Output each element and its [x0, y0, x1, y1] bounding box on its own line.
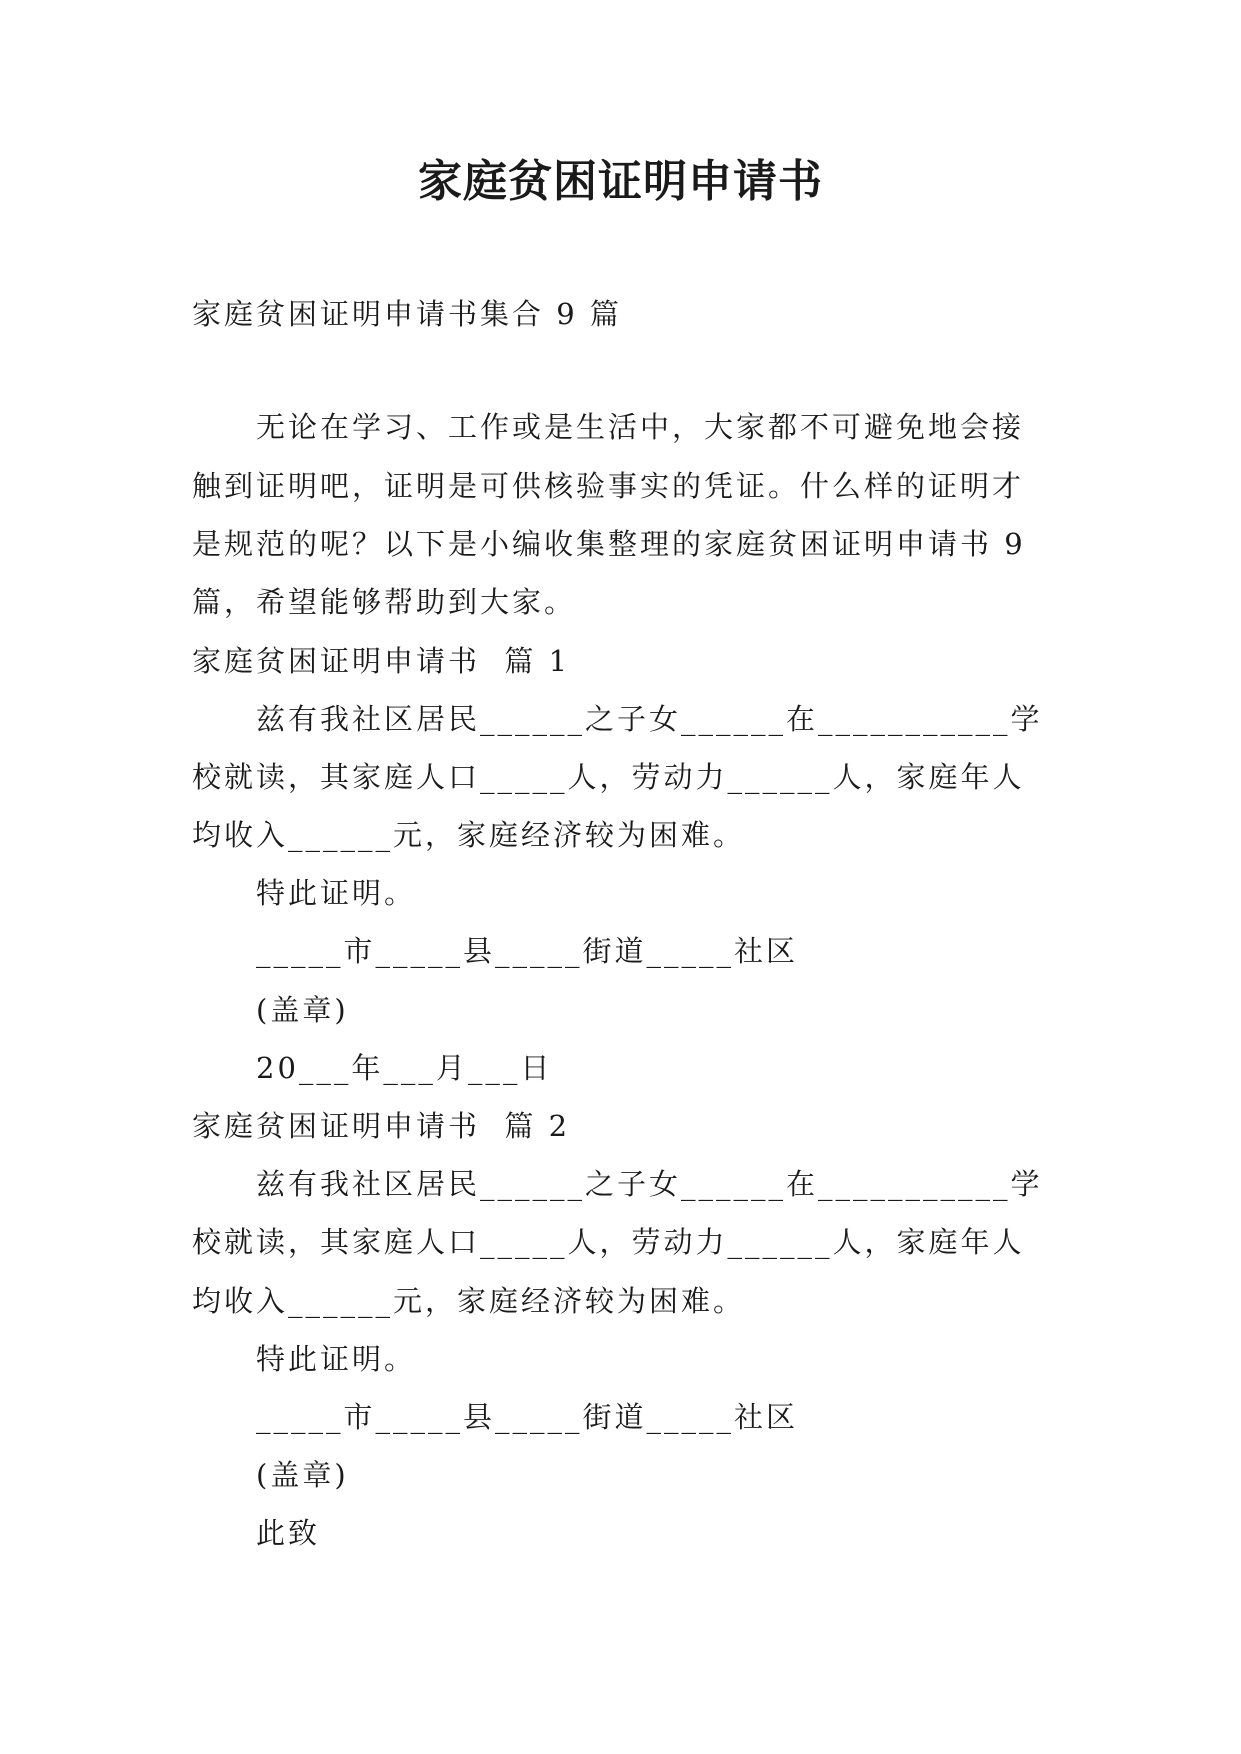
- section-seal: (盖章): [256, 993, 349, 1027]
- section-heading: 家庭贫困证明申请书 篇 1: [192, 644, 571, 678]
- section-address-line: _____市_____县_____街道_____社区: [256, 1400, 799, 1434]
- section-salutation: 此致: [256, 1516, 321, 1550]
- intro-line: 是规范的呢？以下是小编收集整理的家庭贫困证明申请书 9: [192, 527, 1026, 561]
- section-address-line: _____市_____县_____街道_____社区: [256, 934, 799, 968]
- intro-line: 篇，希望能够帮助到大家。: [192, 585, 577, 619]
- intro-line: 触到证明吧，证明是可供核验事实的凭证。什么样的证明才: [192, 469, 1025, 503]
- section-body-line: 校就读，其家庭人口_____人，劳动力______人，家庭年人: [192, 760, 1025, 794]
- section-date: 20___年___月___日: [256, 1051, 553, 1085]
- section-closing: 特此证明。: [256, 1342, 417, 1376]
- section-body-line: 均收入______元，家庭经济较为困难。: [192, 818, 746, 852]
- intro-line: 无论在学习、工作或是生活中，大家都不可避免地会接: [256, 410, 1025, 444]
- section-body-line: 兹有我社区居民______之子女______在___________学: [256, 1167, 1043, 1201]
- section-body-line: 均收入______元，家庭经济较为困难。: [192, 1284, 746, 1318]
- section-body-line: 校就读，其家庭人口_____人，劳动力______人，家庭年人: [192, 1225, 1025, 1259]
- section-body-line: 兹有我社区居民______之子女______在___________学: [256, 702, 1043, 736]
- section-seal: (盖章): [256, 1458, 349, 1492]
- document-title: 家庭贫困证明申请书: [418, 156, 823, 207]
- section-heading: 家庭贫困证明申请书 篇 2: [192, 1109, 571, 1143]
- section-closing: 特此证明。: [256, 876, 417, 910]
- document-subtitle: 家庭贫困证明申请书集合 9 篇: [192, 297, 622, 331]
